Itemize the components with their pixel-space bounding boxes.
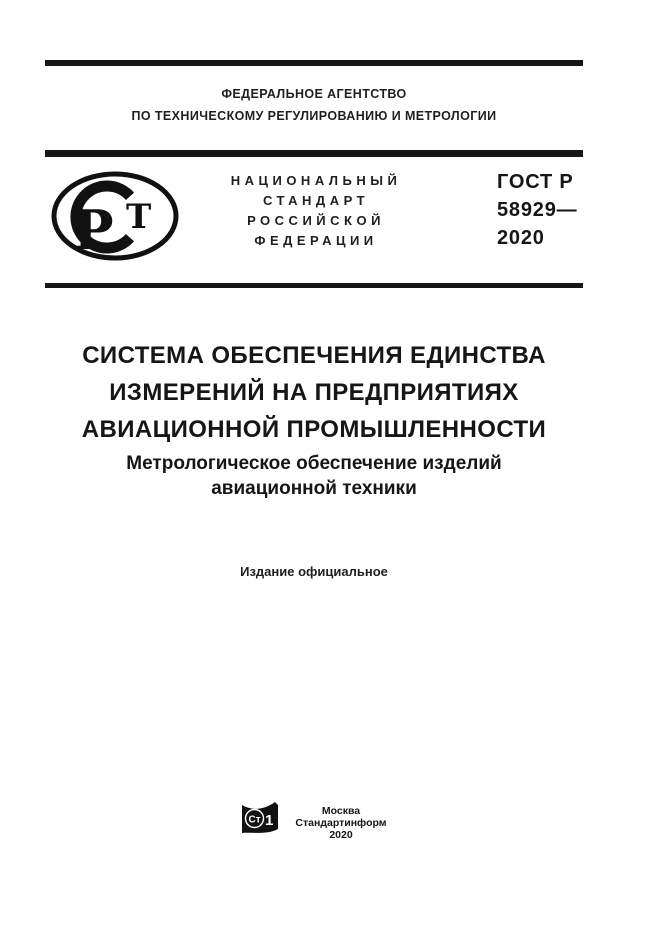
top-rule [45, 60, 583, 66]
svg-text:1: 1 [265, 812, 274, 829]
middle-rule [45, 150, 583, 157]
imprint-city: Москва [321, 805, 361, 817]
imprint-text [295, 801, 386, 841]
designation-line: 58929— [497, 199, 578, 221]
subtitle-line: авиационной техники [211, 478, 417, 499]
lower-rule [45, 283, 583, 288]
standard-type-line: ФЕДЕРАЦИИ [254, 233, 378, 248]
designation-line: 2020 [497, 227, 545, 249]
svg-text:Т: Т [126, 197, 152, 237]
agency-header-line-2: ПО ТЕХНИЧЕСКОМУ РЕГУЛИРОВАНИЮ И МЕТРОЛОГИИ [131, 109, 497, 123]
agency-header-line-1: ФЕДЕРАЛЬНОЕ АГЕНТСТВО [221, 87, 407, 101]
standard-type-line: РОССИЙСКОЙ [247, 213, 385, 228]
imprint-year: 2020 [329, 829, 353, 841]
svg-text:Р: Р [73, 198, 114, 262]
edition-note: Издание официальное [240, 564, 388, 579]
rst-certification-mark-icon [49, 170, 181, 262]
standard-type-line: НАЦИОНАЛЬНЫЙ [230, 173, 402, 188]
title-line: СИСТЕМА ОБЕСПЕЧЕНИЯ ЕДИНСТВА [82, 342, 546, 369]
standard-type-line: СТАНДАРТ [262, 193, 370, 208]
svg-text:Ст: Ст [248, 814, 262, 826]
imprint-block [45, 801, 583, 841]
designation-line: ГОСТ Р [497, 171, 574, 193]
standartinform-logo-icon [241, 801, 279, 837]
title-line: АВИАЦИОННОЙ ПРОМЫШЛЕННОСТИ [81, 416, 547, 443]
subtitle-line: Метрологическое обеспечение изделий [126, 453, 502, 474]
document-title [45, 337, 583, 448]
imprint-publisher: Стандартинформ [295, 817, 387, 829]
standard-designation [497, 168, 577, 252]
document-subtitle [45, 451, 583, 501]
standard-type-label [176, 171, 456, 251]
title-line: ИЗМЕРЕНИЙ НА ПРЕДПРИЯТИЯХ [109, 379, 519, 406]
